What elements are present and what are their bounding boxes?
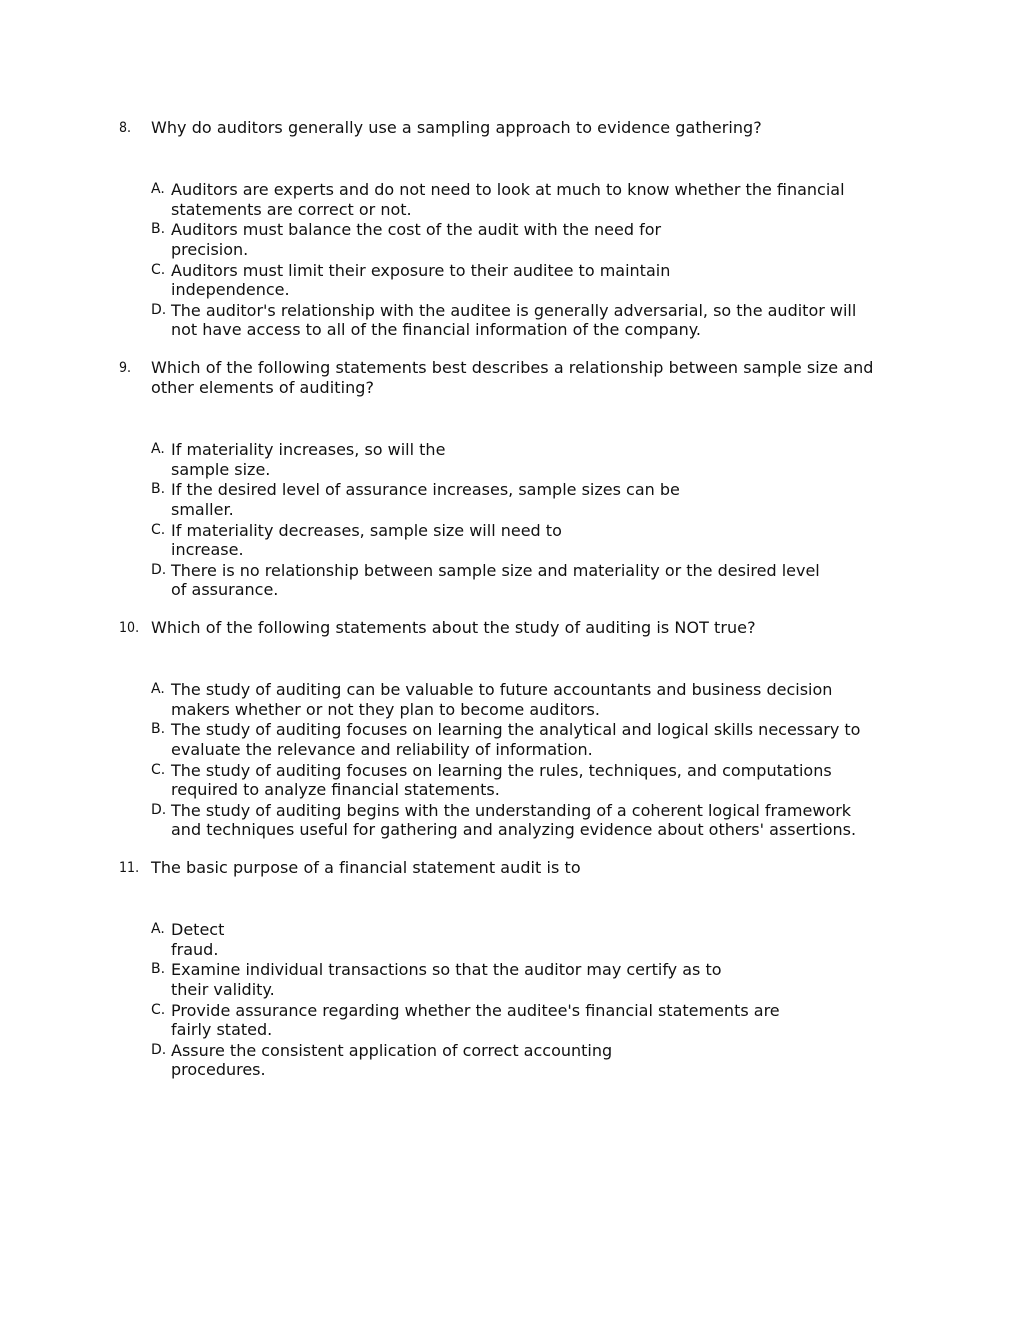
option-letter: D. [151, 1041, 167, 1058]
question-8 [119, 118, 909, 341]
question-9 [119, 358, 909, 601]
answer-options [151, 680, 909, 840]
answer-option-a [151, 180, 909, 219]
question-number: 11. [119, 860, 140, 876]
option-letter: A. [151, 181, 165, 197]
option-text: The study of auditing begins with the understanding of a coherent logical framework and techniques useful for gathering and analyzing evidence about others' assertions. [171, 800, 857, 840]
option-letter: A. [151, 441, 165, 457]
answer-option-d [151, 561, 909, 600]
answer-option-c [151, 761, 909, 800]
question-10 [119, 618, 909, 841]
option-text: The study of auditing focuses on learning the rules, techniques, and computations required to analyze financial statements. [171, 760, 832, 800]
option-text: If materiality decreases, sample size will need to increase. [171, 520, 562, 560]
answer-option-a [151, 680, 909, 719]
option-text: Examine individual transactions so that the auditor may certify as to their validity. [171, 960, 722, 999]
option-letter: B. [151, 481, 166, 498]
answer-option-b [151, 720, 909, 759]
answer-option-a [151, 440, 909, 479]
option-letter: C. [151, 261, 166, 278]
option-text: If materiality increases, so will the sample size. [171, 440, 446, 479]
option-text: If the desired level of assurance increases, sample sizes can be smaller. [171, 480, 680, 519]
option-letter: C. [151, 1001, 166, 1018]
option-text: The auditor's relationship with the auditee is generally adversarial, so the auditor will not have access to all of the financial information of the company. [171, 300, 857, 340]
answer-option-d [151, 301, 909, 340]
answer-option-c [151, 261, 909, 300]
option-letter: D. [151, 301, 167, 318]
answer-option-c [151, 521, 909, 560]
question-text: Which of the following statements best describes a relationship between sample size and other elements of auditing? [151, 358, 874, 397]
answer-options [151, 180, 909, 340]
option-text: The study of auditing focuses on learning the analytical and logical skills necessary to evaluate the relevance and reliability of information. [171, 720, 861, 759]
question-text: Which of the following statements about the study of auditing is NOT true? [151, 618, 756, 637]
option-letter: A. [151, 681, 165, 697]
answer-options [151, 440, 909, 600]
answer-option-b [151, 960, 909, 999]
option-letter: D. [151, 561, 167, 578]
question-11 [119, 858, 909, 1081]
answer-options [151, 920, 909, 1080]
question-number: 9. [119, 360, 132, 376]
option-letter: C. [151, 521, 166, 538]
answer-option-d [151, 1041, 909, 1080]
question-text: Why do auditors generally use a sampling approach to evidence gathering? [151, 118, 762, 137]
option-text: The study of auditing can be valuable to future accountants and business decision makers whether or not they plan to become auditors. [171, 680, 833, 719]
option-text: Auditors are experts and do not need to look at much to know whether the financial statements are correct or not. [171, 180, 845, 219]
option-text: Auditors must limit their exposure to their auditee to maintain independence. [171, 260, 671, 300]
answer-option-a [151, 920, 909, 959]
answer-option-b [151, 220, 909, 259]
option-letter: D. [151, 801, 167, 818]
option-letter: C. [151, 761, 166, 778]
option-text: Auditors must balance the cost of the audit with the need for precision. [171, 220, 662, 259]
answer-option-c [151, 1001, 909, 1040]
question-number: 8. [119, 120, 132, 136]
option-text: Provide assurance regarding whether the auditee's financial statements are fairly stated. [171, 1000, 780, 1040]
option-letter: B. [151, 961, 166, 978]
question-text: The basic purpose of a financial statement audit is to [151, 858, 581, 877]
option-letter: B. [151, 721, 166, 738]
option-text: Assure the consistent application of correct accounting procedures. [171, 1040, 613, 1080]
option-text: Detect fraud. [171, 920, 225, 959]
option-letter: B. [151, 221, 166, 238]
option-letter: A. [151, 921, 165, 937]
option-text: There is no relationship between sample size and materiality or the desired level of assurance. [171, 560, 820, 600]
answer-option-b [151, 480, 909, 519]
question-number: 10. [119, 620, 140, 636]
answer-option-d [151, 801, 909, 840]
